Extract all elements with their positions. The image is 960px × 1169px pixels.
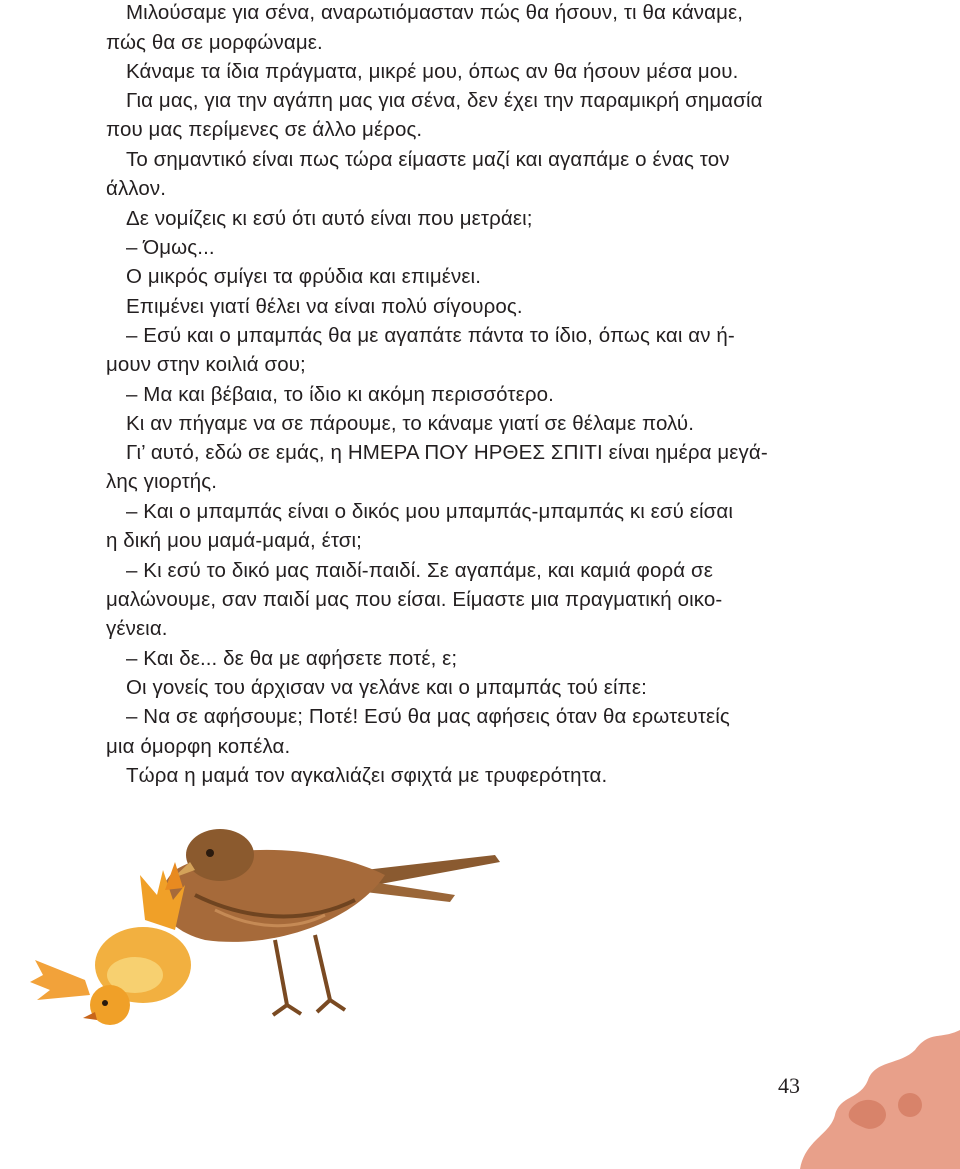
corner-decoration bbox=[790, 1010, 960, 1169]
adult-bird-leg bbox=[273, 940, 301, 1015]
birds-illustration bbox=[25, 800, 765, 1050]
text-line: Δε νομίζεις κι εσύ ότι αυτό είναι που μετράει; bbox=[126, 207, 533, 230]
text-line: Κάναμε τα ίδια πράγματα, μικρέ μου, όπως αν θα ήσουν μέσα μου. bbox=[126, 60, 739, 83]
text-line: μουν στην κοιλιά σου; bbox=[106, 353, 306, 376]
text-line: λης γιορτής. bbox=[106, 470, 218, 493]
adult-bird bbox=[161, 829, 500, 1015]
text-line: – Μα και βέβαια, το ίδιο κι ακόμη περισσότερο. bbox=[126, 383, 554, 406]
adult-bird-head bbox=[186, 829, 254, 881]
text-line: Για μας, για την αγάπη μας για σένα, δεν έχει την παραμικρή σημασία bbox=[126, 89, 763, 112]
text-line: γένεια. bbox=[106, 617, 168, 640]
chick-eye bbox=[102, 1000, 108, 1006]
text-line: – Και δε... δε θα με αφήσετε ποτέ, ε; bbox=[126, 647, 458, 670]
adult-bird-tail bbox=[365, 855, 500, 885]
text-line: πώς θα σε μορφώναμε. bbox=[106, 31, 323, 54]
text-line: μια όμορφη κοπέλα. bbox=[106, 735, 291, 758]
text-line: Ο μικρός σμίγει τα φρύδια και επιμένει. bbox=[126, 265, 482, 288]
text-line: Γι’ αυτό, εδώ σε εμάς, η ΗΜΕΡΑ ΠΟΥ ΗΡΘΕΣ ΣΠΙΤΙ είναι ημέρα μεγά- bbox=[126, 441, 768, 464]
text-line: – Και ο μπαμπάς είναι ο δικός μου μπαμπάς-μπαμπάς κι εσύ είσαι bbox=[126, 500, 734, 523]
text-line: Μιλούσαμε για σένα, αναρωτιόμασταν πώς θα ήσουν, τι θα κάναμε, bbox=[126, 1, 744, 24]
chick-wing bbox=[30, 960, 90, 1000]
text-line: Οι γονείς του άρχισαν να γελάνε και ο μπαμπάς τού είπε: bbox=[126, 676, 647, 699]
chick bbox=[30, 862, 191, 1025]
adult-bird-leg bbox=[315, 935, 345, 1012]
page-number: 43 bbox=[778, 1073, 800, 1098]
chick-beak bbox=[83, 1012, 97, 1020]
text-line: η δική μου μαμά-μαμά, έτσι; bbox=[106, 529, 362, 552]
text-line: άλλον. bbox=[106, 177, 166, 200]
text-line: – Εσύ και ο μπαμπάς θα με αγαπάτε πάντα το ίδιο, όπως και αν ή- bbox=[126, 324, 735, 347]
text-line: μαλώνουμε, σαν παιδί μας που είσαι. Είμαστε μια πραγματική οικο- bbox=[106, 588, 723, 611]
text-line: Επιμένει γιατί θέλει να είναι πολύ σίγουρος. bbox=[126, 295, 523, 318]
text-line: Το σημαντικό είναι πως τώρα είμαστε μαζί και αγαπάμε ο ένας τον bbox=[126, 148, 730, 171]
text-line: – Όμως... bbox=[126, 236, 215, 259]
text-line: Κι αν πήγαμε να σε πάρουμε, το κάναμε γιατί σε θέλαμε πολύ. bbox=[126, 412, 695, 435]
text-line: – Κι εσύ το δικό μας παιδί-παιδί. Σε αγαπάμε, και καμιά φορά σε bbox=[126, 559, 713, 582]
adult-bird-eye bbox=[206, 849, 214, 857]
text-line: – Να σε αφήσουμε; Ποτέ! Εσύ θα μας αφήσεις όταν θα ερωτευτείς bbox=[126, 705, 730, 728]
text-line: που μας περίμενες σε άλλο μέρος. bbox=[106, 118, 423, 141]
text-line: Τώρα η μαμά τον αγκαλιάζει σφιχτά με τρυφερότητα. bbox=[126, 764, 608, 787]
